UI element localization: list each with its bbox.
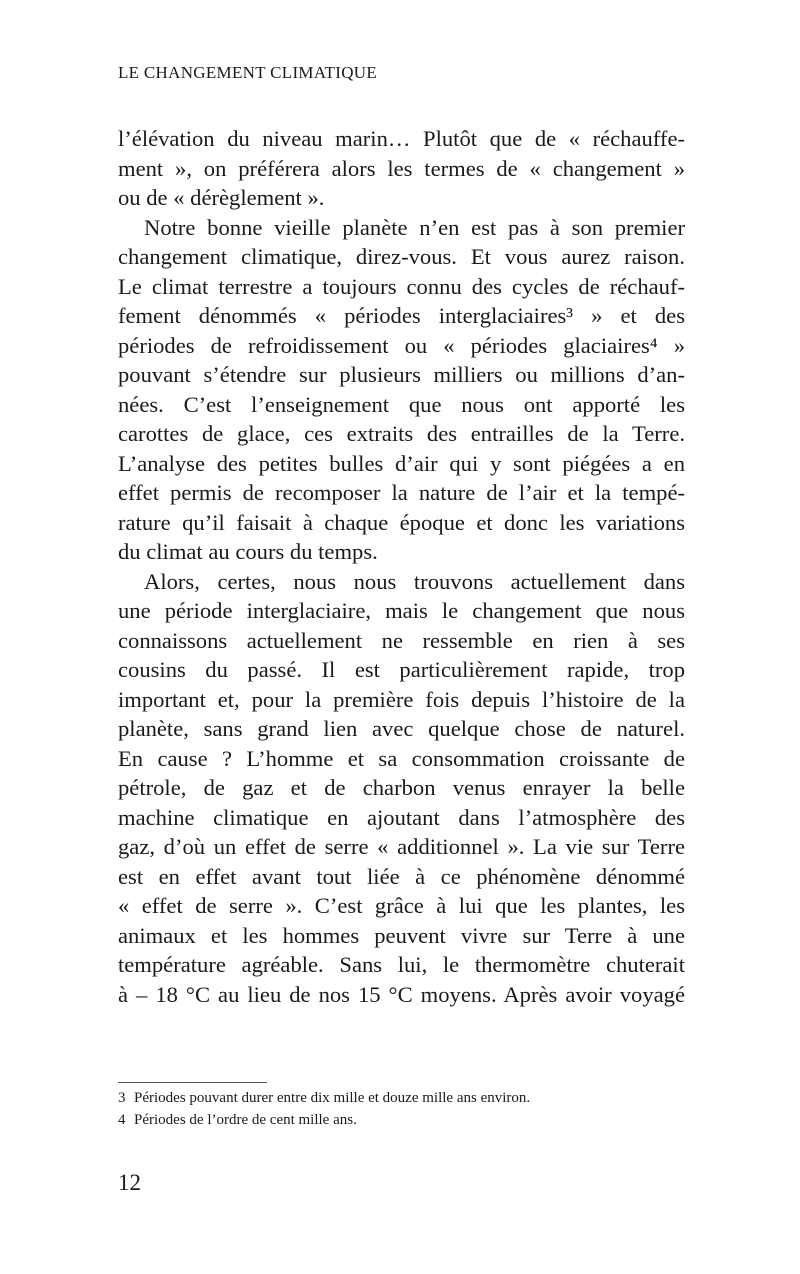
body-text [118, 124, 685, 1009]
text-line: Notre bonne vieille planète n’en est pas à son premier [144, 214, 685, 240]
text-line: important et, pour la première fois depuis l’histoire de la [118, 686, 685, 712]
text-line: ou de « dérèglement ». [118, 185, 325, 210]
text-line: Alors, certes, nous nous trouvons actuellement dans [144, 568, 685, 594]
footnote-divider [118, 1082, 267, 1083]
text-line: changement climatique, direz-vous. Et vous aurez raison. [118, 244, 685, 269]
footnote-3 [118, 1090, 530, 1107]
text-line: à – 18 °C au lieu de nos 15 °C moyens. Après avoir voyagé [118, 981, 685, 1007]
text-line: animaux et les hommes peuvent vivre sur Terre à une [118, 922, 685, 948]
text-line: température agréable. Sans lui, le thermomètre chuterait [118, 952, 685, 977]
footnote-number: 3 [118, 1090, 126, 1106]
text-line: connaissons actuellement ne ressemble en rien à ses [118, 627, 685, 653]
footnote-text: Périodes de l’ordre de cent mille ans. [134, 1112, 357, 1128]
text-line: « effet de serre ». C’est grâce à lui que les plantes, les [118, 893, 685, 918]
text-line: pétrole, de gaz et de charbon venus enrayer la belle [118, 775, 685, 800]
running-header: LE CHANGEMENT CLIMATIQUE [118, 63, 378, 82]
text-line: cousins du passé. Il est particulièrement rapide, trop [118, 657, 685, 682]
text-line: périodes de refroidissement ou « périodes glaciaires⁴ » [118, 332, 685, 358]
text-line: ment », on préférera alors les termes de « changement » [118, 155, 685, 181]
text-line: nées. C’est l’enseignement que nous ont apporté les [118, 391, 685, 417]
text-line: du climat au cours du temps. [118, 539, 378, 564]
text-line: fement dénommés « périodes interglaciaires³ » et des [118, 303, 685, 328]
text-line: planète, sans grand lien avec quelque chose de naturel. [118, 716, 685, 741]
footnote-number: 4 [118, 1112, 126, 1128]
text-line: effet permis de recomposer la nature de l’air et la tempé- [118, 480, 685, 505]
text-line: Le climat terrestre a toujours connu des cycles de réchauf- [118, 273, 685, 299]
text-line: est en effet avant tout liée à ce phénomène dénommé [118, 863, 685, 889]
text-line: L’analyse des petites bulles d’air qui y sont piégées a en [118, 450, 685, 476]
footnote-4 [118, 1112, 357, 1129]
footnote-text: Périodes pouvant durer entre dix mille et douze mille ans environ. [134, 1090, 531, 1106]
text-line: une période interglaciaire, mais le changement que nous [118, 598, 685, 623]
page-number: 12 [118, 1170, 141, 1195]
text-line: pouvant s’étendre sur plusieurs milliers ou millions d’an- [118, 362, 685, 387]
text-line: rature qu’il faisait à chaque époque et donc les variations [118, 509, 685, 535]
text-line: carottes de glace, ces extraits des entrailles de la Terre. [118, 421, 685, 446]
text-line: machine climatique en ajoutant dans l’atmosphère des [118, 804, 685, 830]
text-line: En cause ? L’homme et sa consommation croissante de [118, 745, 685, 771]
text-line: l’élévation du niveau marin… Plutôt que de « réchauffe- [118, 126, 685, 151]
text-line: gaz, d’où un effet de serre « additionnel ». La vie sur Terre [118, 834, 685, 859]
